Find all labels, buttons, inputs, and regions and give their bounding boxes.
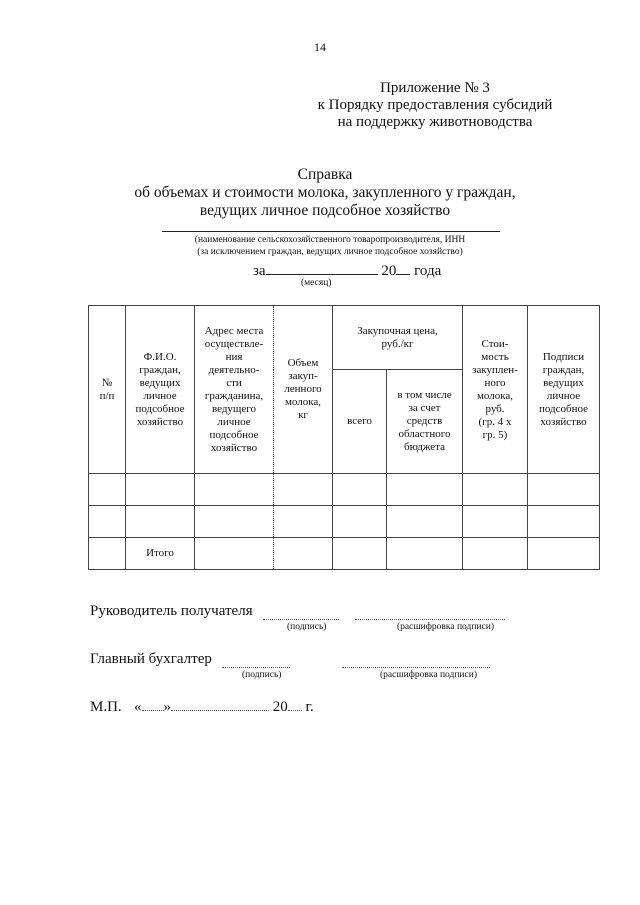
head-decode-line[interactable] xyxy=(355,618,505,620)
date-day-blank[interactable] xyxy=(142,709,164,711)
accountant-decode-line[interactable] xyxy=(342,666,490,668)
title-line-1: Справка xyxy=(297,166,353,183)
period-prefix: за xyxy=(253,263,266,279)
accountant-signature-caption: (подпись) xyxy=(242,670,282,680)
title-line-2: об объемах и стоимости молока, закупленного у граждан, xyxy=(134,184,516,201)
period-year-prefix: 20 xyxy=(381,263,397,279)
reporting-period xyxy=(253,261,441,280)
appendix-line-3: на поддержку животноводства xyxy=(337,114,533,130)
date-year-blank[interactable] xyxy=(288,709,302,711)
header-signatures: Подписи граждан, ведущих личное подсобное хозяйство xyxy=(528,306,600,474)
period-suffix: года xyxy=(414,263,442,279)
accountant-signature-line[interactable] xyxy=(222,666,290,668)
header-fio: Ф.И.О. граждан, ведущих личное подсобное хозяйство xyxy=(126,306,195,474)
table-row xyxy=(89,474,600,506)
title-line-3: ведущих личное подсобное хозяйство xyxy=(199,202,451,219)
date-year-prefix: 20 xyxy=(272,699,288,715)
month-blank xyxy=(266,261,378,275)
header-cost: Стои- мость закуплен- ного молока, руб. (гр. 4 х гр. 5) xyxy=(463,306,528,474)
header-num: № п/п xyxy=(89,306,126,474)
month-caption: (месяц) xyxy=(301,278,332,288)
date-close-quote: » xyxy=(163,699,171,715)
organization-caption-line-1: (наименование сельскохозяйственного товаропроизводителя, ИНН xyxy=(194,235,466,245)
organization-name-line xyxy=(162,231,500,232)
header-price-total: всего xyxy=(333,370,387,474)
organization-caption-line-2: (за исключением граждан, ведущих личное подсобное хозяйство) xyxy=(197,247,463,257)
stamp-label: М.П. xyxy=(90,699,122,715)
chief-accountant-label: Главный бухгалтер xyxy=(90,651,212,667)
date-line xyxy=(134,699,314,716)
appendix-header xyxy=(300,80,570,131)
date-suffix: г. xyxy=(305,699,314,715)
head-of-recipient-label: Руководитель получателя xyxy=(90,603,253,619)
head-signature-caption: (подпись) xyxy=(287,622,327,632)
header-address: Адрес места осуществле- ния деятельно- сти гражданина, ведущего личное подсобное хозяйство xyxy=(195,306,274,474)
total-row xyxy=(89,538,600,570)
header-purchase-price: Закупочная цена, руб./кг xyxy=(333,306,463,370)
header-volume: Объем закуп- ленного молока, кг xyxy=(274,306,333,474)
page-number: 14 xyxy=(314,40,326,54)
appendix-line-1: Приложение № 3 xyxy=(380,80,490,96)
head-decode-caption: (расшифровка подписи) xyxy=(397,622,494,632)
total-label: Итого xyxy=(126,538,195,570)
document-title xyxy=(120,166,530,220)
organization-caption xyxy=(150,234,510,258)
header-price-regional: в том числе за счет средств областного бюджета xyxy=(387,370,463,474)
header-row-1 xyxy=(89,306,600,370)
date-open-quote: « xyxy=(134,699,142,715)
accountant-decode-caption: (расшифровка подписи) xyxy=(380,670,477,680)
date-month-blank[interactable] xyxy=(171,709,269,711)
year-blank xyxy=(396,261,410,275)
table-row xyxy=(89,506,600,538)
appendix-line-2: к Порядку предоставления субсидий xyxy=(317,97,553,113)
milk-purchase-table xyxy=(88,305,600,570)
head-signature-line[interactable] xyxy=(263,618,339,620)
